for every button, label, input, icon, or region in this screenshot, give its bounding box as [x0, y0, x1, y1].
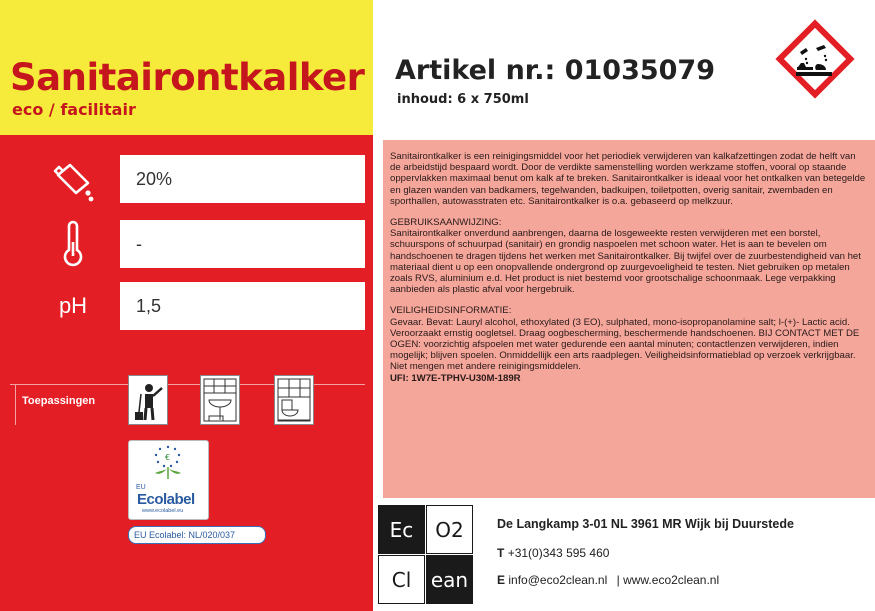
bathroom-sink-icon — [200, 375, 240, 425]
svg-text:€: € — [165, 453, 171, 462]
applications-label: Toepassingen — [22, 395, 96, 407]
contact-address: De Langkamp 3-01 NL 3961 MR Wijk bij Duurstede — [497, 517, 794, 531]
description-block — [390, 151, 868, 384]
dosage-value: 20% — [120, 155, 365, 203]
ph-label-text: pH — [58, 293, 88, 318]
logo-cell-ean: ean — [426, 555, 473, 604]
contact-email-web: E info@eco2clean.nl | www.eco2clean.nl — [497, 573, 720, 587]
phone-prefix: T — [497, 546, 505, 560]
phone-number: +31(0)343 595 460 — [507, 546, 610, 560]
ecolabel-logo-text: Ecolabel — [137, 491, 195, 508]
ufi-code: UFI: 1W7E-TPHV-U30M-189R — [390, 372, 521, 384]
ph-label — [48, 282, 98, 330]
temperature-value: - — [120, 220, 365, 268]
article-number: Artikel nr.: 01035079 — [395, 55, 716, 86]
safety-text: Gevaar. Bevat: Lauryl alcohol, ethoxylated (3 EO), sulphated, mono-isopropanolamine salt; l-(+)- Lactic acid. Veroorzaakt ernstig oogletsel. Draag oogbescherming, beschermende handschoenen. BIJ CONTACT MET DE OGEN: voorzichtig afspoelen met water gedurende een aantal minuten; contactlenzen verwijderen, indien mogelijk; blijven spoelen. Onmiddellijk een arts raadplegen. Veiligheidsinformatieblad op verzoek verkrijgbaar. Niet mengen met andere reinigingsmiddelen. — [390, 316, 860, 373]
email-prefix: E — [497, 573, 506, 587]
usage-heading: GEBRUIKSAANWIJZING: — [390, 217, 502, 229]
ecolabel-registration: EU Ecolabel: NL/020/037 — [128, 526, 266, 544]
cleaner-person-icon — [128, 375, 168, 425]
article-content: inhoud: 6 x 750ml — [397, 92, 529, 107]
ph-value: 1,5 — [120, 282, 365, 330]
ecolabel-site: www.ecolabel.eu — [142, 508, 184, 514]
product-subtitle: eco / facilitair — [12, 100, 136, 119]
logo-cell-o2: O2 — [426, 505, 473, 554]
logo-cell-ec: Ec — [378, 505, 425, 554]
email-link[interactable]: info@eco2clean.nl — [508, 573, 608, 587]
safety-heading: VEILIGHEIDSINFORMATIE: — [390, 305, 512, 317]
usage-text: Sanitairontkalker onverdund aanbrengen, daarna de losgeweekte resten verwijderen met een borstel, schuurspons of schuurpad (sanitair) en grondig naspoelen met schoon water. Het is aan te bevelen om handschoenen te dragen tijdens het werken met Sanitairontkalker. Bij twijfel over de zuurbestendigheid van het materiaal dient u op een onopvallende ondergrond op zuurgevoeligheid te testen. Niet gebruiken op metalen zoals RVS, aluminium e.d. Het product is niet bestemd voor grootschalige schoonmaak. Lege verpakking aanbieden als plastic afval voor hergebruik. — [390, 228, 861, 296]
divider-vertical — [15, 385, 16, 425]
logo-cell-cl: Cl — [378, 555, 425, 604]
product-name: Sanitairontkalker — [10, 56, 365, 99]
eco2clean-logo — [378, 505, 474, 605]
corrosive-ghs-icon — [770, 14, 860, 104]
pouring-bottle-icon — [48, 157, 98, 205]
contact-phone — [497, 546, 609, 560]
description-intro: Sanitairontkalker is een reinigingsmiddel voor het periodiek verwijderen van kalkafzettingen zodat de helft van de arbeidstijd bespaard wordt. Door de verdikte samenstelling worden werkzame stoffen, vooral op staande oppervlakken maximaal benut om kalk af te breken. Sanitairontkalker is ideaal voor het ontkalken van betegelde en glazen wanden van badkamers, tegelwanden, badkuipen, toiletpotten, overig sanitair, zwembaden en sporthallen, autowasstraten etc. Sanitairontkalker is o.a. gebaseerd op melkzuur. — [390, 151, 866, 207]
tiled-toilet-icon — [274, 375, 314, 425]
thermometer-icon — [48, 220, 98, 268]
ecolabel-eu-text: EU — [136, 484, 146, 491]
website-link[interactable]: www.eco2clean.nl — [623, 573, 720, 587]
